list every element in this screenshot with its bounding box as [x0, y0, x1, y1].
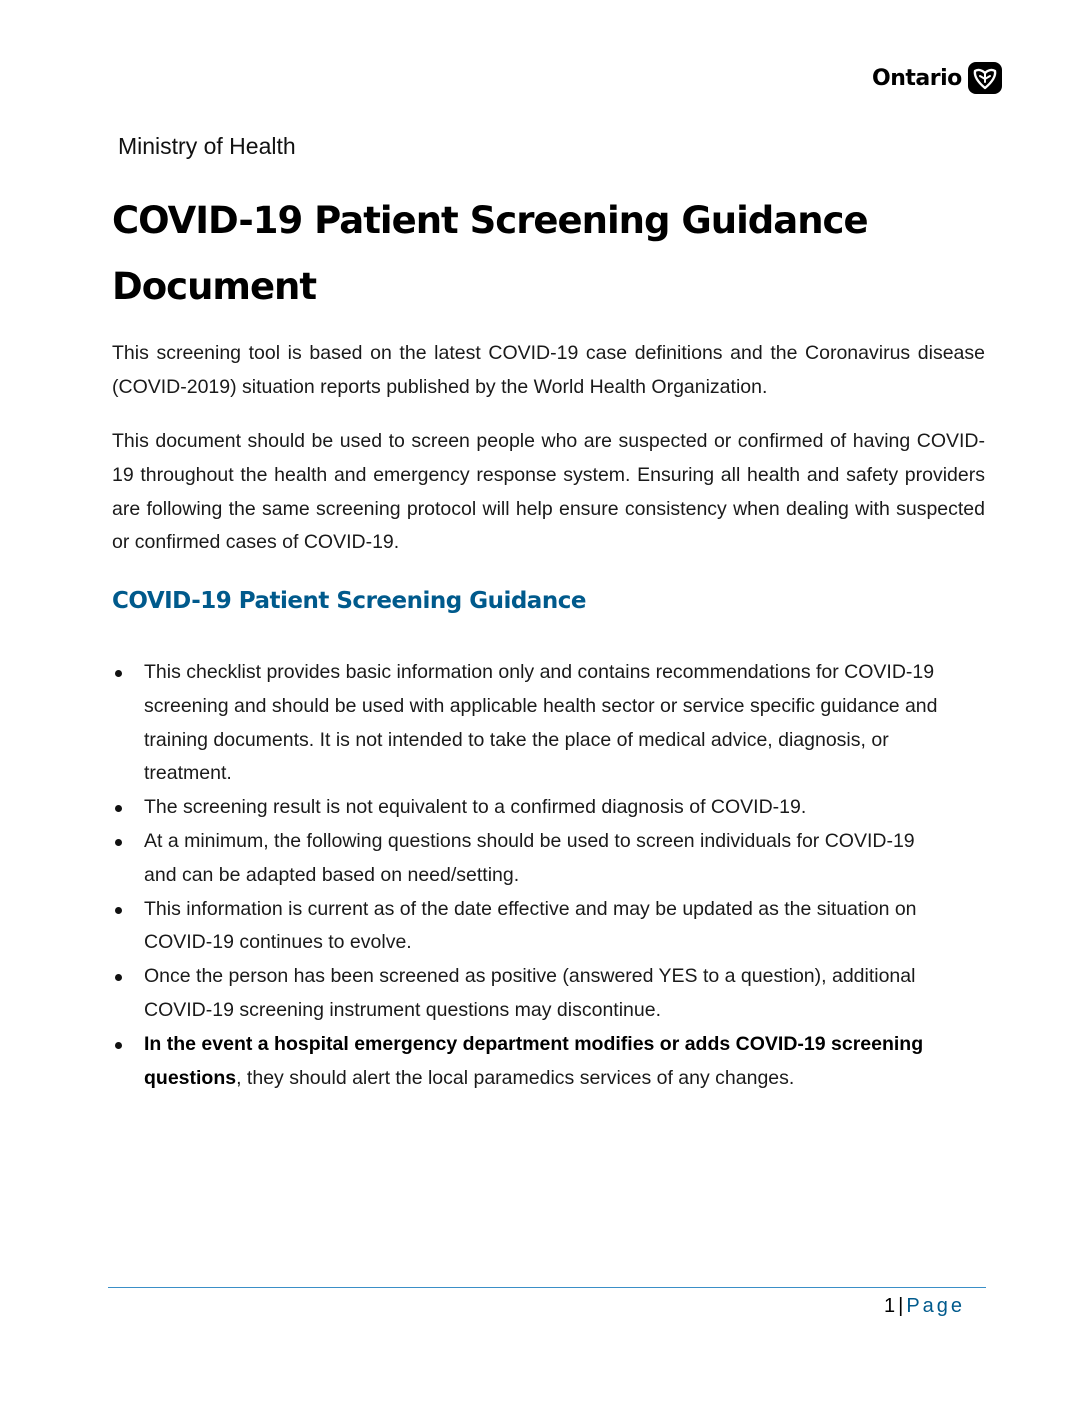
title-line-1: COVID-19 Patient Screening Guidance: [112, 199, 868, 242]
title-line-2: Document: [112, 265, 317, 308]
list-item: [112, 893, 942, 961]
guidance-list: [112, 656, 942, 1095]
list-item-text: At a minimum, the following questions should be used to screen individuals for COVID-19 and can be adapted based on need/setting.: [144, 829, 915, 886]
page-number: 1: [884, 1295, 896, 1317]
bullet-icon: [115, 974, 122, 981]
page-footer: [884, 1295, 965, 1318]
page-label: Page: [906, 1295, 966, 1317]
bullet-icon: [115, 1042, 122, 1049]
list-item: [112, 656, 942, 791]
section-heading: COVID-19 Patient Screening Guidance: [112, 588, 586, 614]
list-item-text: Once the person has been screened as positive (answered YES to a question), additional COVID-19 screening instrument questions may discontinue.: [144, 965, 916, 1021]
list-item: [112, 825, 942, 893]
list-item: [112, 791, 942, 825]
list-item-text: This checklist provides basic information only and contains recommendations for COVID-19 screening and should be used with applicable health sector or service specific guidance and training documents. It is not intended to take the place of medical advice, diagnosis, or treatment.: [144, 661, 938, 785]
list-item-text: This information is current as of the date effective and may be updated as the situation on COVID-19 continues to evolve.: [144, 897, 917, 954]
list-item-bold-text: In the event a hospital emergency department modifies or adds COVID-19 screening questions: [144, 1032, 924, 1089]
bullet-icon: [115, 805, 122, 812]
list-item: [112, 960, 942, 1028]
bullet-icon: [115, 839, 122, 846]
footer-divider: [108, 1287, 986, 1288]
usage-paragraph: This document should be used to screen people who are suspected or confirmed of having COVID-19 throughout the health and emergency response system. Ensuring all health and safety providers are following the same screening protocol will help ensure consistency when dealing with suspected or confirmed cases of COVID-19.: [112, 430, 985, 554]
ministry-name: Ministry of Health: [118, 133, 296, 159]
logo-text: Ontario: [872, 65, 962, 91]
list-item-text: The screening result is not equivalent to a confirmed diagnosis of COVID-19.: [144, 796, 807, 819]
bullet-icon: [115, 670, 122, 677]
ontario-logo: [872, 62, 1002, 94]
bullet-icon: [115, 907, 122, 914]
list-item: [112, 1028, 942, 1096]
document-title: [112, 188, 972, 320]
list-item-text: , they should alert the local paramedics services of any changes.: [236, 1066, 795, 1089]
intro-paragraph: This screening tool is based on the latest COVID-19 case definitions and the Coronavirus disease (COVID-2019) situation reports published by the World Health Organization.: [112, 342, 985, 398]
trillium-icon: [968, 62, 1002, 94]
page-separator: |: [898, 1295, 904, 1317]
